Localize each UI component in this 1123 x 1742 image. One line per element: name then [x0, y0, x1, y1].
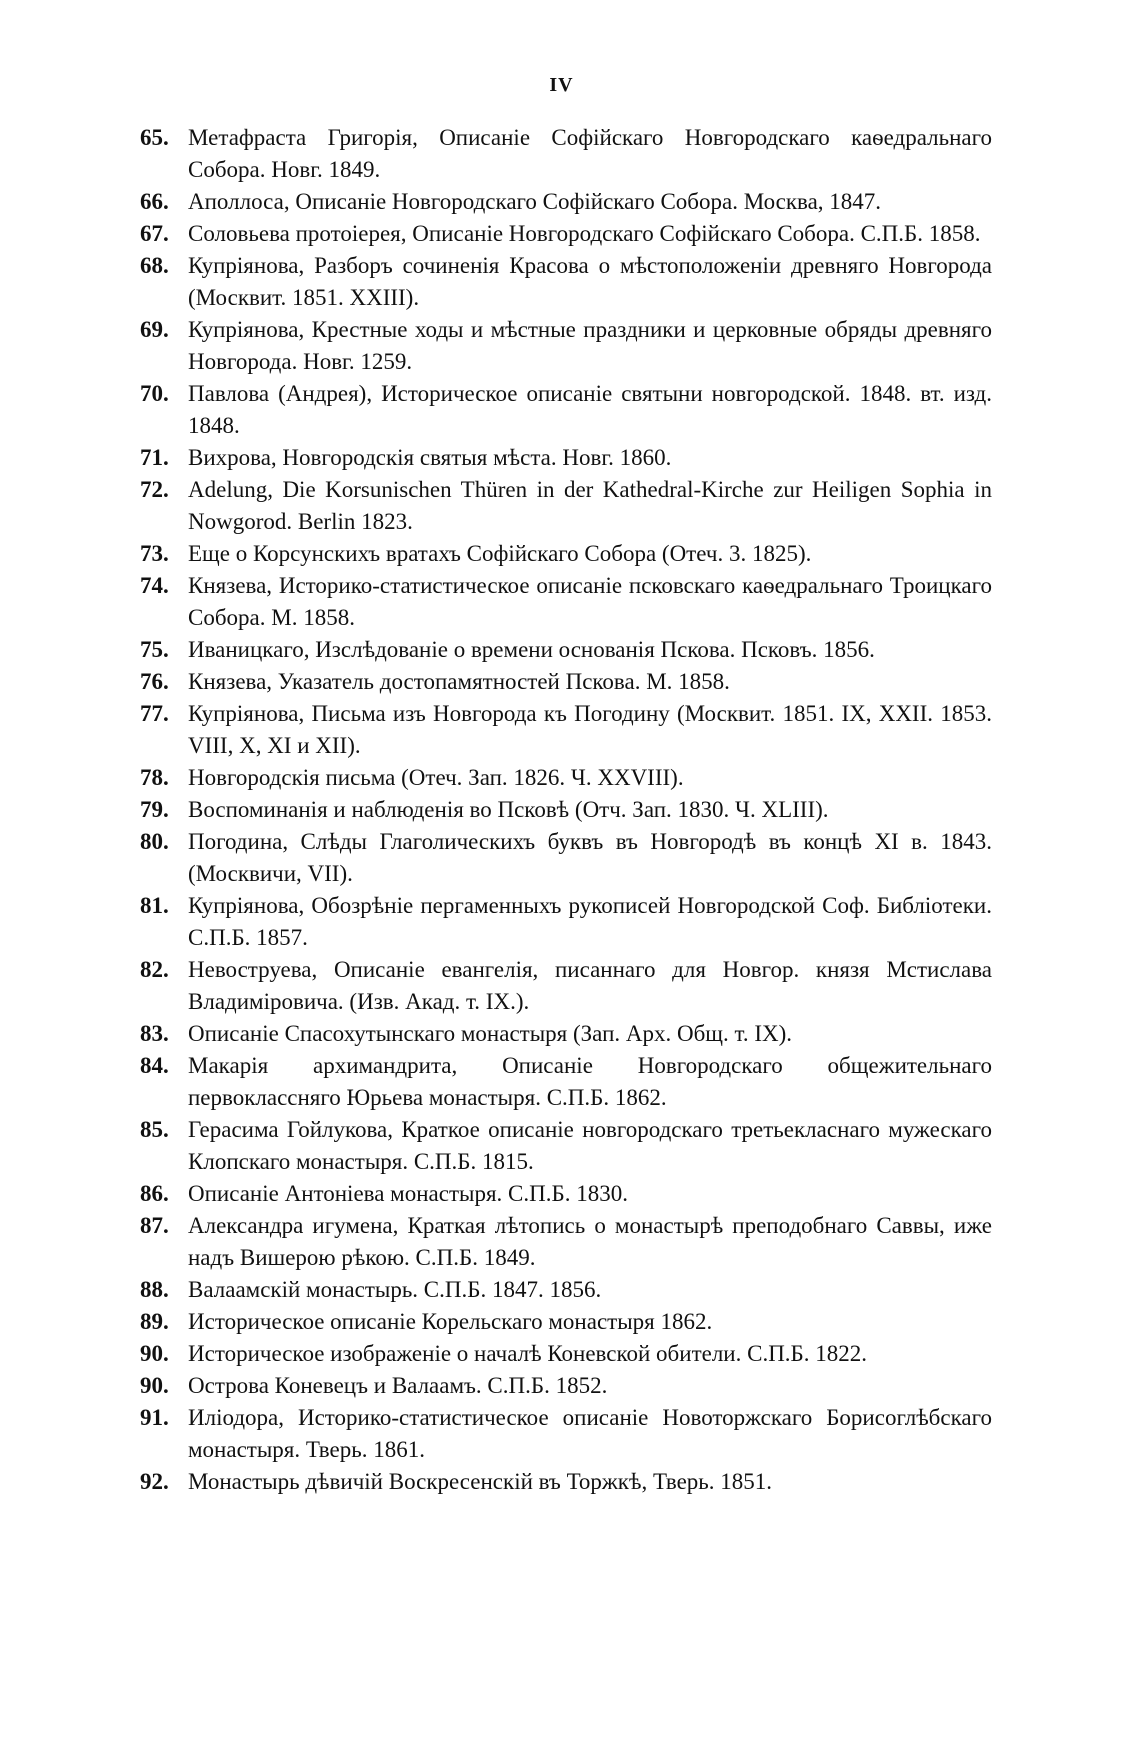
entry-text: Погодина, Слѣды Глаголическихъ буквъ въ Новгородѣ въ концѣ XI в. 1843. (Москвичи, VII).: [188, 829, 992, 886]
list-item: [140, 1466, 992, 1498]
entry-text: Соловьева протоіерея, Описаніе Новгородскаго Софійскаго Собора. С.П.Б. 1858.: [188, 221, 981, 246]
entry-number: 90.: [140, 1341, 169, 1366]
entry-text: Князева, Историко-статистическое описаніе псковскаго каѳедральнаго Троицкаго Собора. М. 1858.: [188, 573, 992, 630]
list-item: [140, 1018, 992, 1050]
entry-number: 66.: [140, 189, 169, 214]
entry-text: Описаніе Спасохутынскаго монастыря (Зап. Арх. Общ. т. IX).: [188, 1021, 793, 1046]
list-item: [140, 794, 992, 826]
entry-text: Еще о Корсунскихъ вратахъ Софійскаго Собора (Отеч. 3. 1825).: [188, 541, 812, 566]
entry-number: 91.: [140, 1405, 169, 1430]
list-item: [140, 1370, 992, 1402]
entry-text: Описаніе Антоніева монастыря. С.П.Б. 1830.: [188, 1181, 628, 1206]
list-item: [140, 122, 992, 186]
entry-number: 72.: [140, 477, 169, 502]
list-item: [140, 1274, 992, 1306]
list-item: [140, 1210, 992, 1274]
entry-number: 82.: [140, 957, 169, 982]
entry-text: Adelung, Die Korsunischen Thüren in der Kathedral-Kirche zur Heiligen Sophia in Nowgorod. Berlin 1823.: [188, 477, 992, 534]
entry-number: 85.: [140, 1117, 169, 1142]
page-number: IV: [549, 74, 574, 96]
entry-text: Валаамскій монастырь. С.П.Б. 1847. 1856.: [188, 1277, 602, 1302]
entry-text: Вихрова, Новгородскія святыя мѣста. Новг. 1860.: [188, 445, 672, 470]
entry-number: 65.: [140, 125, 169, 150]
entry-text: Купріянова, Обозрѣніе пергаменныхъ рукописей Новгородской Соф. Библіотеки. С.П.Б. 1857.: [188, 893, 992, 950]
entry-number: 80.: [140, 829, 169, 854]
entry-text: Герасима Гойлукова, Краткое описаніе новгородскаго третьекласнаго мужескаго Клопскаго монастыря. С.П.Б. 1815.: [188, 1117, 992, 1174]
entry-number: 67.: [140, 221, 169, 246]
list-item: [140, 826, 992, 890]
entry-text: Макарія архимандрита, Описаніе Новгородскаго общежительнаго первоклассняго Юрьева монастыря. С.П.Б. 1862.: [188, 1053, 992, 1110]
list-item: [140, 1338, 992, 1370]
entry-text: Невоструева, Описаніе евангелія, писаннаго для Новгор. князя Мстислава Владиміровича. (Изв. Акад. т. IX.).: [188, 957, 992, 1014]
list-item: [140, 378, 992, 442]
list-item: [140, 250, 992, 314]
entry-number: 88.: [140, 1277, 169, 1302]
list-item: [140, 954, 992, 1018]
entry-text: Новгородскія письма (Отеч. Зап. 1826. Ч. XXVIII).: [188, 765, 684, 790]
entry-number: 75.: [140, 637, 169, 662]
list-item: [140, 1114, 992, 1178]
entry-number: 79.: [140, 797, 169, 822]
entry-text: Метафраста Григорія, Описаніе Софійскаго Новгородскаго каѳедральнаго Собора. Новг. 1849.: [188, 125, 992, 182]
entry-number: 81.: [140, 893, 169, 918]
list-item: [140, 538, 992, 570]
entry-number: 90.: [140, 1373, 169, 1398]
entry-number: 77.: [140, 701, 169, 726]
entry-number: 73.: [140, 541, 169, 566]
entry-text: Иліодора, Историко-статистическое описаніе Новоторжскаго Борисоглѣбскаго монастыря. Тверь. 1861.: [188, 1405, 992, 1462]
list-item: [140, 1402, 992, 1466]
list-item: [140, 762, 992, 794]
list-item: [140, 1178, 992, 1210]
list-item: [140, 570, 992, 634]
list-item: [140, 634, 992, 666]
entry-text: Купріянова, Письма изъ Новгорода къ Погодину (Москвит. 1851. IX, XXII. 1853. VIII, X, XI и XII).: [188, 701, 992, 758]
entry-number: 83.: [140, 1021, 169, 1046]
list-item: [140, 314, 992, 378]
list-item: [140, 666, 992, 698]
entry-text: Историческое изображеніе о началѣ Коневской обители. С.П.Б. 1822.: [188, 1341, 868, 1366]
entry-number: 70.: [140, 381, 169, 406]
entry-number: 76.: [140, 669, 169, 694]
list-item: [140, 890, 992, 954]
bibliography-list: [140, 122, 992, 1498]
list-item: [140, 1050, 992, 1114]
entry-number: 69.: [140, 317, 169, 342]
entry-number: 89.: [140, 1309, 169, 1334]
entry-number: 84.: [140, 1053, 169, 1078]
list-item: [140, 698, 992, 762]
list-item: [140, 186, 992, 218]
entry-number: 78.: [140, 765, 169, 790]
entry-text: Иваницкаго, Изслѣдованіе о времени основанія Пскова. Псковъ. 1856.: [188, 637, 875, 662]
list-item: [140, 442, 992, 474]
list-item: [140, 1306, 992, 1338]
list-item: [140, 474, 992, 538]
entry-text: Аполлоса, Описаніе Новгородскаго Софійскаго Собора. Москва, 1847.: [188, 189, 882, 214]
entry-text: Воспоминанія и наблюденія во Псковѣ (Отч. Зап. 1830. Ч. XLIII).: [188, 797, 829, 822]
entry-number: 87.: [140, 1213, 169, 1238]
entry-number: 92.: [140, 1469, 169, 1494]
entry-number: 86.: [140, 1181, 169, 1206]
list-item: [140, 218, 992, 250]
entry-text: Купріянова, Крестные ходы и мѣстные праздники и церковные обряды древняго Новгорода. Новг. 1259.: [188, 317, 992, 374]
entry-number: 74.: [140, 573, 169, 598]
entry-text: Монастырь дѣвичій Воскресенскій въ Торжкѣ, Тверь. 1851.: [188, 1469, 773, 1494]
entry-text: Историческое описаніе Корельскаго монастыря 1862.: [188, 1309, 713, 1334]
entry-text: Князева, Указатель достопамятностей Пскова. М. 1858.: [188, 669, 730, 694]
entry-number: 68.: [140, 253, 169, 278]
entry-text: Павлова (Андрея), Историческое описаніе святыни новгородской. 1848. вт. изд. 1848.: [188, 381, 992, 438]
entry-text: Острова Коневецъ и Валаамъ. С.П.Б. 1852.: [188, 1373, 608, 1398]
entry-text: Купріянова, Разборъ сочиненія Красова о мѣстоположеніи древняго Новгорода (Москвит. 1851. XXIII).: [188, 253, 992, 310]
entry-text: Александра игумена, Краткая лѣтопись о монастырѣ преподобнаго Саввы, иже надъ Вишерою рѣкою. С.П.Б. 1849.: [188, 1213, 992, 1270]
entry-number: 71.: [140, 445, 169, 470]
